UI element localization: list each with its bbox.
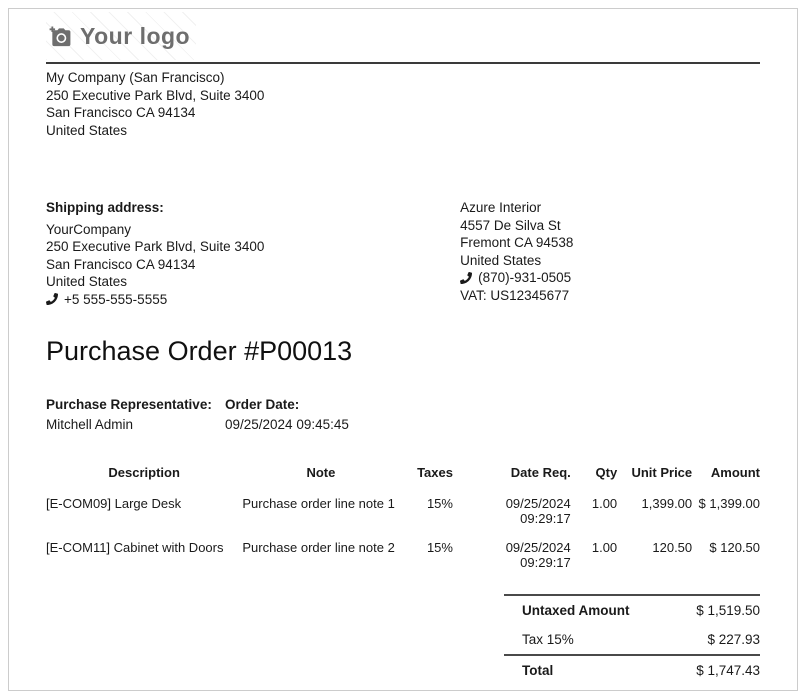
- purchase-representative: [46, 396, 225, 433]
- cell-description: [E-COM09] Large Desk: [46, 496, 182, 511]
- tax-value: $ 227.93: [707, 632, 760, 647]
- logo-text: Your logo: [80, 22, 191, 49]
- vendor-line: Azure Interior: [460, 200, 542, 215]
- cell-unit-price: 1,399.00: [641, 496, 693, 511]
- vendor-phone: (870)-931-0505: [478, 270, 572, 285]
- tax-label: Tax 15%: [522, 632, 574, 647]
- company-line: My Company (San Francisco): [46, 70, 225, 85]
- cell-description: [E-COM11] Cabinet with Doors: [46, 540, 224, 555]
- camera-plus-icon: [48, 26, 72, 47]
- order-lines-table: [46, 465, 760, 580]
- company-line: United States: [46, 122, 128, 138]
- shipping-address-label: Shipping address:: [46, 200, 164, 215]
- cell-amount: $ 1,399.00: [698, 496, 760, 511]
- col-header-note: Note: [306, 465, 336, 480]
- address-columns: [46, 199, 760, 308]
- table-row: [46, 492, 760, 536]
- cell-date-req: 09/25/2024 09:29:17: [505, 540, 571, 570]
- phone-icon: [460, 272, 472, 284]
- cell-unit-price: 120.50: [652, 540, 693, 555]
- header-rule: [46, 62, 760, 64]
- shipping-line: San Francisco CA 94134: [46, 256, 196, 272]
- vendor-line: Fremont CA 94538: [460, 235, 574, 250]
- order-date-value: 09/25/2024 09:45:45: [225, 417, 349, 432]
- logo-placeholder: [46, 12, 196, 60]
- total-value: $ 1,747.43: [674, 655, 760, 685]
- cell-note: Purchase order line note 2: [242, 540, 395, 555]
- purchase-representative-value: Mitchell Admin: [46, 417, 134, 432]
- cell-qty: 1.00: [591, 496, 618, 511]
- untaxed-amount-row: [504, 595, 760, 625]
- totals-table: [504, 594, 760, 685]
- vendor-vat: VAT: US12345677: [460, 287, 570, 303]
- cell-date-req: 09/25/2024 09:29:17: [505, 496, 571, 526]
- cell-taxes: 15%: [426, 496, 453, 511]
- col-header-taxes: Taxes: [417, 465, 453, 480]
- vendor-line: United States: [460, 252, 542, 268]
- company-line: 250 Executive Park Blvd, Suite 3400: [46, 87, 265, 103]
- col-header-amount: Amount: [710, 465, 760, 480]
- cell-amount: $ 120.50: [709, 540, 760, 555]
- order-info: [46, 396, 760, 433]
- cell-taxes: 15%: [426, 540, 453, 555]
- shipping-line: United States: [46, 274, 128, 289]
- company-address: [46, 69, 760, 139]
- page-title: Purchase Order #P00013: [46, 336, 353, 366]
- table-row: [46, 536, 760, 580]
- order-date-label: Order Date:: [225, 397, 300, 412]
- table-header-row: [46, 465, 760, 492]
- vendor-line: 4557 De Silva St: [460, 217, 561, 233]
- col-header-description: Description: [108, 465, 180, 480]
- col-header-qty: Qty: [595, 465, 618, 480]
- total-row: [504, 655, 760, 685]
- tax-row: [504, 625, 760, 655]
- shipping-line: YourCompany: [46, 221, 132, 237]
- shipping-phone: +5 555-555-5555: [64, 291, 168, 307]
- untaxed-amount-value: $ 1,519.50: [674, 595, 760, 625]
- vendor-phone-line: [460, 269, 760, 287]
- shipping-phone-line: [46, 291, 460, 309]
- document-content: [46, 12, 760, 685]
- untaxed-amount-label: Untaxed Amount: [504, 595, 674, 625]
- shipping-line: 250 Executive Park Blvd, Suite 3400: [46, 239, 265, 254]
- total-label: Total: [504, 655, 674, 685]
- cell-note: Purchase order line note 1: [242, 496, 395, 511]
- order-date: [225, 396, 349, 433]
- vendor-address-block: [460, 199, 760, 308]
- col-header-date-req: Date Req.: [510, 465, 571, 480]
- purchase-representative-label: Purchase Representative:: [46, 397, 212, 412]
- col-header-unit-price: Unit Price: [631, 465, 693, 480]
- phone-icon: [46, 293, 58, 305]
- company-line: San Francisco CA 94134: [46, 105, 196, 120]
- shipping-address-block: [46, 199, 460, 308]
- cell-qty: 1.00: [591, 540, 618, 555]
